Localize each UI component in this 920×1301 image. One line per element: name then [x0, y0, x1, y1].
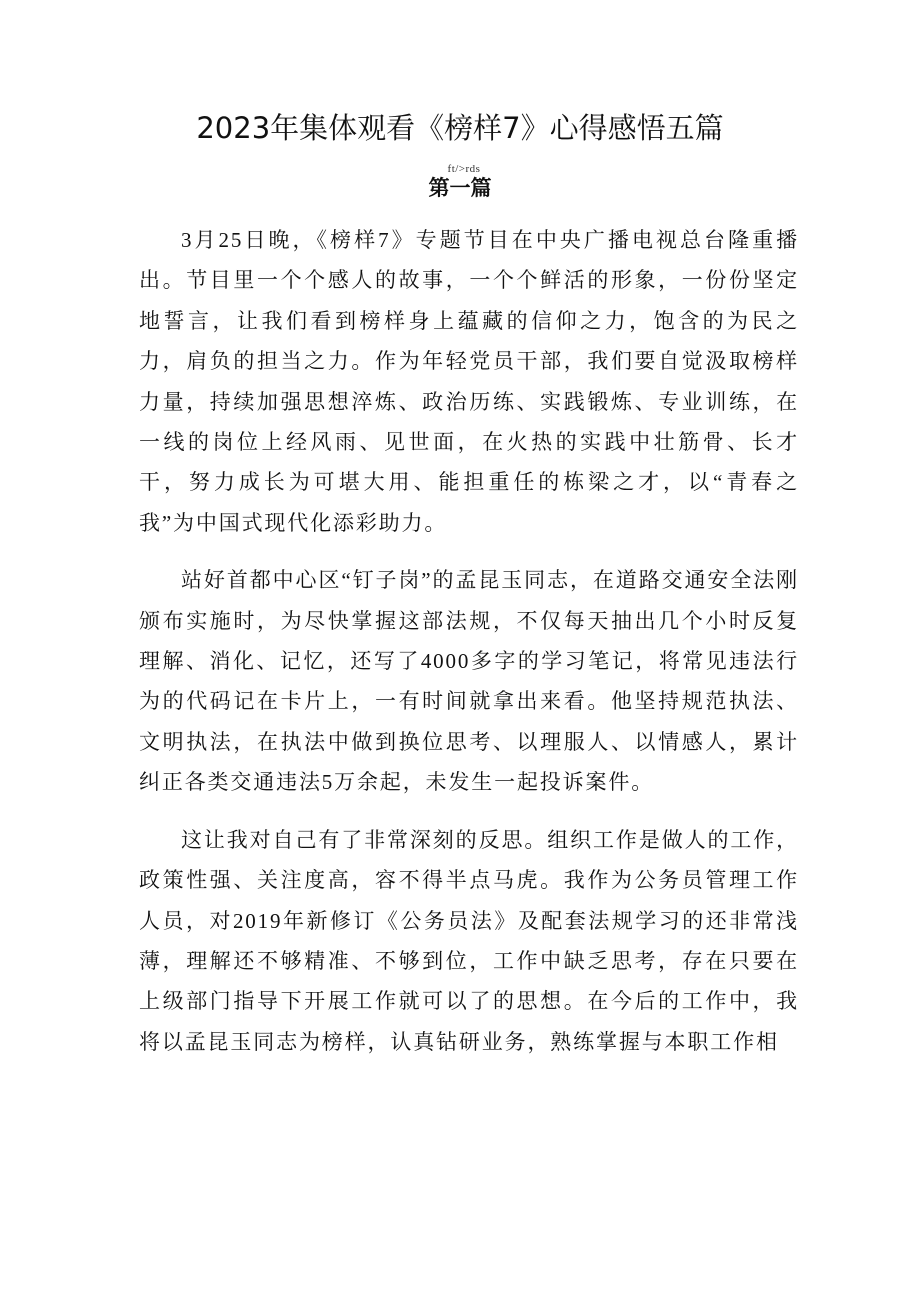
paragraph-2: 站好首都中心区“钉子岗”的孟昆玉同志，在道路交通安全法刚颁布实施时，为尽快掌握这部法规，不仅每天抽出几个小时反复理解、消化、记忆，还写了4000多字的学习笔记，将常见违法行为的代码记在卡片上，一有时间就拿出来看。他坚持规范执法、文明执法，在执法中做到换位思考、以理服人、以情感人，累计纠正各类交通违法5万余起，未发生一起投诉案件。 — [139, 568, 799, 795]
document-title: 2023年集体观看《榜样7》心得感悟五篇 — [196, 111, 724, 145]
paragraph-3: 这让我对自己有了非常深刻的反思。组织工作是做人的工作，政策性强、关注度高，容不得半点马虎。我作为公务员管理工作人员，对2019年新修订《公务员法》及配套法规学习的还非常浅薄，理解还不够精准、不够到位，工作中缺乏思考，存在只要在上级部门指导下开展工作就可以了的思想。在今后的工作中，我将以孟昆玉同志为榜样，认真钻研业务，熟练掌握与本职工作相 — [139, 827, 799, 1054]
section-heading-overlay-text: ft/>rds — [447, 163, 481, 175]
section-heading-label: 第一篇 — [428, 176, 492, 200]
paragraph-1: 3月25日晚，《榜样7》专题节目在中央广播电视总台隆重播出。节目里一个个感人的故事，一个个鲜活的形象，一份份坚定地誓言，让我们看到榜样身上蕴藏的信仰之力，饱含的为民之力，肩负的担当之力。作为年轻党员干部，我们要自觉汲取榜样力量，持续加强思想淬炼、政治历练、实践锻炼、专业训练，在一线的岗位上经风雨、见世面，在火热的实践中壮筋骨、长才干，努力成长为可堪大用、能担重任的栋梁之才，以“青春之我”为中国式现代化添彩助力。 — [139, 228, 799, 535]
body-text — [139, 220, 799, 1079]
section-heading — [0, 163, 920, 203]
